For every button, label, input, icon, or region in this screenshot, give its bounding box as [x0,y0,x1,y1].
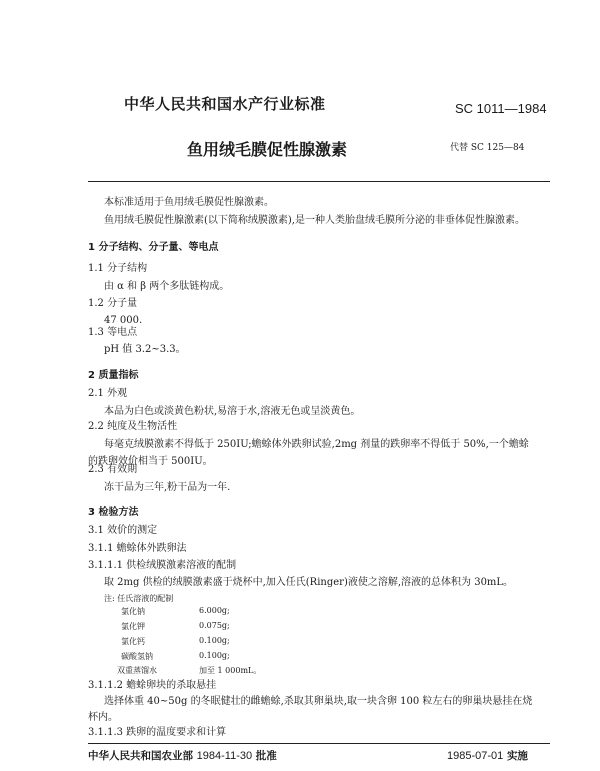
section-2-2-body-1: 每毫克绒膜激素不得低于 250IU;蟾蜍体外跌卵试验,2mg 剂量的跌卵率不得低于 50%,一个蟾蜍 [104,439,529,450]
ringer-item-name: 双重蒸馏水 [117,666,157,675]
ringer-item-name: 氯化钾 [121,622,145,631]
section-2-heading: 2 质量指标 [88,370,139,381]
section-1-1-body: 由 α 和 β 两个多肽链构成。 [104,281,230,292]
section-3-1-1-1-body: 取 2mg 供检的绒膜激素盛于烧杯中,加入任氏(Ringer)液使之溶解,溶液的总体积为 30mL。 [104,577,514,588]
section-1-1-heading: 1.1 分子结构 [88,263,148,274]
footer-rule [88,743,550,744]
ringer-item-name: 氯化钠 [121,607,145,616]
ringer-item-amount: 6.000g; [199,606,230,615]
section-2-1-body: 本品为白色或淡黄色粉状,易溶于水,溶液无色或呈淡黄色。 [104,406,361,417]
approver-name: 中华人民共和国农业部 [88,750,193,762]
section-1-heading: 1 分子结构、分子量、等电点 [88,242,219,253]
section-2-2-heading: 2.2 纯度及生物活性 [88,421,178,432]
approval-date: 1984-11-30 [196,750,253,762]
implementation-line [447,748,528,763]
ringer-item-amount: 0.075g; [199,621,230,630]
ringer-item-amount: 0.100g; [199,636,230,645]
section-3-1-1-heading: 3.1.1 蟾蜍体外跌卵法 [88,543,187,554]
standard-code: SC 1011—1984 [455,101,547,116]
ringer-item-amount: 0.100g; [199,651,230,660]
replaces-note: 代替 SC 125—84 [450,143,525,153]
section-3-1-1-2-body-2: 杯内。 [88,712,118,723]
section-3-1-heading: 3.1 效价的测定 [88,525,158,536]
section-3-heading: 3 检验方法 [88,507,139,518]
ringer-item-name: 氯化钙 [121,637,145,646]
implementation-label: 实施 [506,750,528,762]
section-2-1-heading: 2.1 外观 [88,388,128,399]
approval-line [88,748,277,763]
section-3-1-1-3-heading: 3.1.1.3 跌卵的温度要求和计算 [88,727,227,738]
section-2-3-heading: 2.3 有效期 [88,464,138,475]
intro-line-1: 本标准适用于鱼用绒毛膜促性腺激素。 [104,197,274,208]
intro-line-2: 鱼用绒毛膜促性腺激素(以下简称绒膜激素),是一种人类胎盘绒毛膜所分泌的非垂体促性腺激素。 [104,215,525,226]
section-1-2-heading: 1.2 分子量 [88,298,138,309]
ringer-note-label: 注: 任氏溶液的配制 [104,594,174,603]
header-rule [88,181,550,182]
section-3-1-1-2-heading: 3.1.1.2 蟾蜍卵块的杀取悬挂 [88,680,217,691]
ringer-item-name: 碳酸氢钠 [121,652,153,661]
section-2-3-body: 冻干品为三年,粉干品为一年. [104,482,231,493]
approval-label: 批准 [255,750,277,762]
standard-org-title: 中华人民共和国水产行业标准 [124,95,326,113]
section-1-2-body: 47 000. [104,315,143,326]
ringer-item-amount: 加至 1 000mL。 [199,666,262,675]
section-3-1-1-2-body-1: 选择体重 40~50g 的冬眠健壮的雌蟾蜍,杀取其卵巢块,取一块含卵 100 粒左右的卵巢块悬挂在烧 [104,696,533,707]
section-3-1-1-1-heading: 3.1.1.1 供检绒膜激素溶液的配制 [88,560,237,571]
section-1-3-body: pH 值 3.2~3.3。 [104,344,186,355]
section-2-2-body-2: 的跌卵效价相当于 500IU。 [88,456,213,467]
document-title: 鱼用绒毛膜促性腺激素 [187,140,348,159]
implementation-date: 1985-07-01 [447,750,504,762]
section-1-3-heading: 1.3 等电点 [88,327,138,338]
